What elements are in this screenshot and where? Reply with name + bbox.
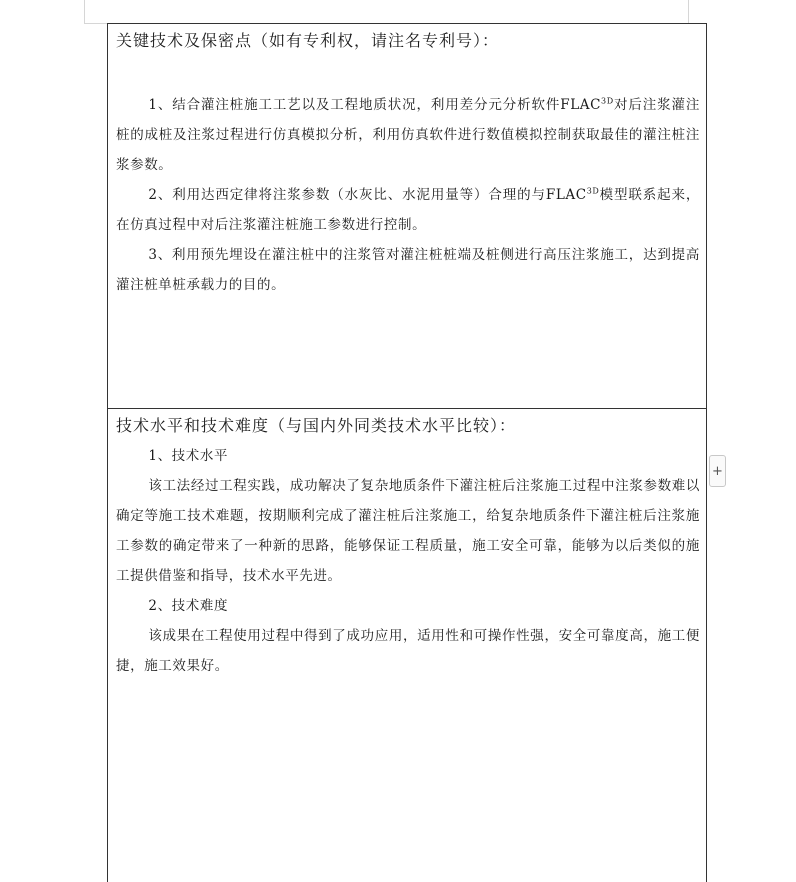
subheading: 2、技术难度 [148, 598, 229, 614]
paragraph: 2、利用达西定律将注浆参数（水灰比、水泥用量等）合理的与$FLAC^{3D}$模型联系起来，在仿真过程中对后注浆灌注桩施工参数进行控制。 [116, 186, 701, 233]
paragraph: 该工法经过工程实践，成功解决了复杂地质条件下灌注桩后注浆施工过程中注浆参数难以确定等施工技术难题，按期顺利完成了灌注桩后注浆施工，给复杂地质条件下灌注桩后注浆施工参数的确定带来了一种新的思路，能够保证工程质量，施工安全可靠，能够为以后类似的施工提供借鉴和指导，技术水平先进。 [116, 478, 700, 584]
section-body [116, 90, 700, 300]
section-heading: 关键技术及保密点（如有专利权，请注名专利号）： [116, 31, 500, 50]
add-row-button[interactable] [709, 455, 726, 487]
paragraph: 该成果在工程使用过程中得到了成功应用，适用性和可操作性强，安全可靠度高，施工便捷，施工效果好。 [116, 628, 700, 674]
plus-icon: + [712, 463, 723, 479]
section-body [116, 441, 700, 681]
paragraph: 1、结合灌注桩施工工艺以及工程地质状况，利用差分元分析软件$FLAC^{3D}$对后注浆灌注桩的成桩及注浆过程进行仿真模拟分析，利用仿真软件进行数值模拟控制获取最佳的灌注桩注浆参数。 [116, 96, 700, 173]
subheading: 1、技术水平 [148, 448, 229, 464]
form-table [107, 23, 707, 882]
paragraph: 3、利用预先埋设在灌注桩中的注浆管对灌注桩桩端及桩侧进行高压注浆施工，达到提高灌注桩单桩承载力的目的。 [116, 247, 700, 293]
margin-corner-mark [84, 0, 85, 24]
table-cell-key-technology[interactable] [108, 24, 706, 409]
table-cell-technical-level[interactable] [108, 409, 706, 882]
superscript: 3D [586, 186, 600, 196]
margin-corner-mark [84, 23, 108, 24]
margin-corner-mark [688, 0, 689, 24]
section-heading: 技术水平和技术难度（与国内外同类技术水平比较）： [116, 416, 517, 435]
superscript: 3D [601, 96, 614, 106]
